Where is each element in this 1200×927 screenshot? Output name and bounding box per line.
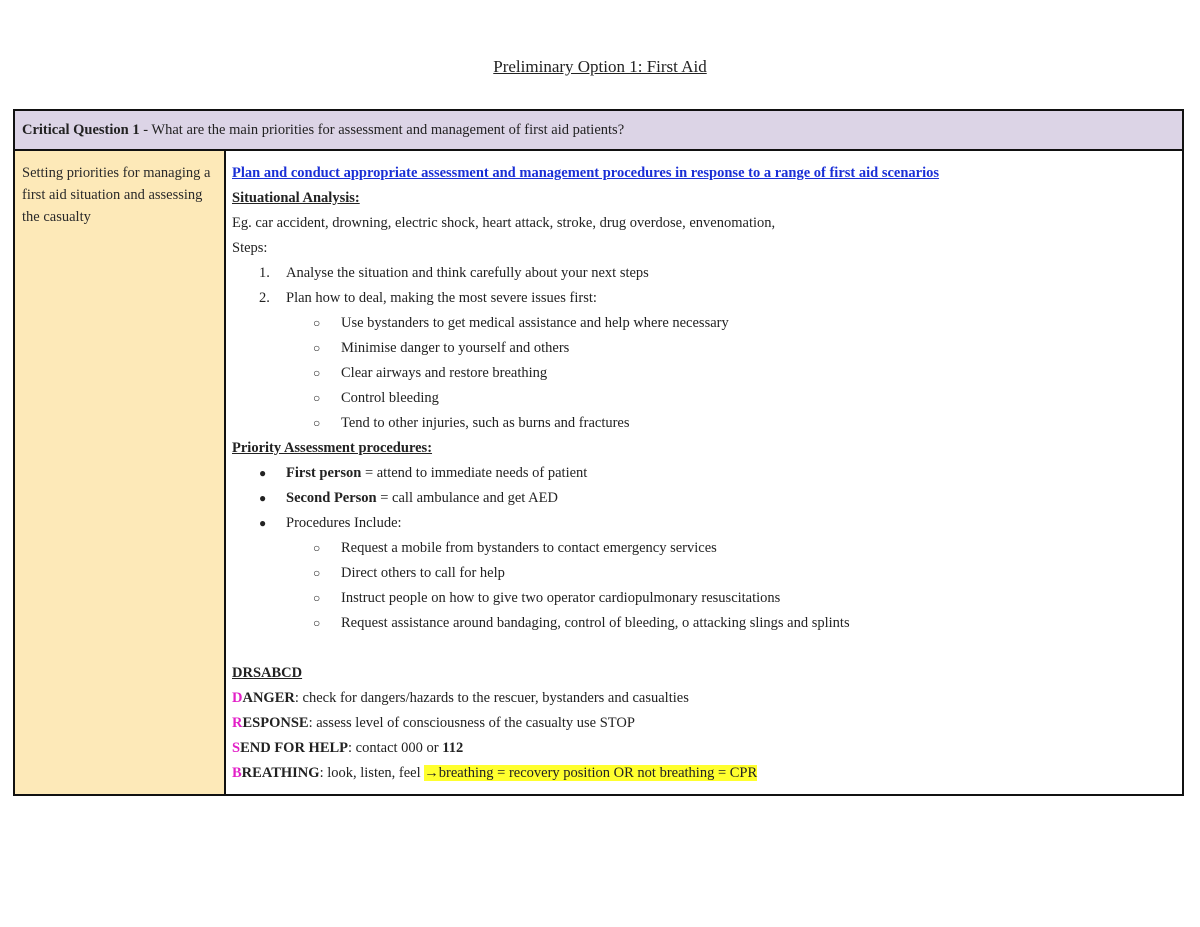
sub-list-item bbox=[232, 336, 1174, 361]
sub-list-item bbox=[232, 561, 1174, 586]
hollow-bullet-icon: ○ bbox=[313, 391, 321, 405]
drsabcd-heading: DRSABCD bbox=[232, 665, 303, 681]
sub-item-text: Use bystanders to get medical assistance and help where necessary bbox=[341, 315, 729, 331]
steps-label: Steps: bbox=[232, 240, 268, 256]
critical-question-row bbox=[15, 111, 1182, 151]
sub-item-text: Request assistance around bandaging, control of bleeding, o attacking slings and splints bbox=[341, 615, 850, 631]
sub-list-item bbox=[232, 586, 1174, 611]
sub-list-item bbox=[232, 311, 1174, 336]
content-cell bbox=[226, 151, 1182, 794]
sub-item-text: Control bleeding bbox=[341, 390, 439, 406]
filled-bullet-icon: ● bbox=[259, 491, 267, 505]
step-number: 1. bbox=[259, 265, 270, 281]
hollow-bullet-icon: ○ bbox=[313, 591, 321, 605]
topic-cell: Setting priorities for managing a first aid situation and assessing the casualty bbox=[15, 151, 226, 794]
sub-item-text: Minimise danger to yourself and others bbox=[341, 340, 570, 356]
content-table bbox=[13, 109, 1184, 796]
sub-list-item bbox=[232, 536, 1174, 561]
bullet-list-item bbox=[232, 511, 1174, 536]
step-description: : assess level of consciousness of the casualty use STOP bbox=[308, 715, 635, 731]
step-description: : contact 000 or bbox=[348, 740, 443, 756]
step-initial: B bbox=[232, 765, 242, 781]
question-text: - What are the main priorities for assessment and management of first aid patients? bbox=[139, 121, 625, 138]
sub-item-text: Tend to other injuries, such as burns and fractures bbox=[341, 415, 630, 431]
hollow-bullet-icon: ○ bbox=[313, 566, 321, 580]
step-number: 2. bbox=[259, 290, 270, 306]
sub-item-text: Request a mobile from bystanders to contact emergency services bbox=[341, 540, 717, 556]
hollow-bullet-icon: ○ bbox=[313, 341, 321, 355]
bullet-term: Second Person bbox=[286, 490, 377, 506]
drsabcd-step bbox=[232, 711, 1174, 736]
hollow-bullet-icon: ○ bbox=[313, 541, 321, 555]
filled-bullet-icon: ● bbox=[259, 516, 267, 530]
body-row bbox=[15, 151, 1182, 794]
drsabcd-step bbox=[232, 686, 1174, 711]
priority-heading: Priority Assessment procedures: bbox=[232, 440, 433, 456]
bullet-text: Procedures Include: bbox=[286, 515, 402, 531]
page-title: Preliminary Option 1: First Aid bbox=[493, 57, 707, 76]
step-initial: D bbox=[232, 690, 243, 706]
numbered-step bbox=[232, 286, 1174, 311]
step-text: Plan how to deal, making the most severe issues first: bbox=[286, 290, 597, 306]
drsabcd-step bbox=[232, 761, 1174, 786]
sub-list-item bbox=[232, 386, 1174, 411]
bullet-text: = attend to immediate needs of patient bbox=[361, 465, 588, 481]
bullet-list-item bbox=[232, 486, 1174, 511]
step-word: ANGER bbox=[242, 690, 295, 706]
step-word: REATHING bbox=[241, 765, 320, 781]
sub-item-text: Clear airways and restore breathing bbox=[341, 365, 548, 381]
hollow-bullet-icon: ○ bbox=[313, 616, 321, 630]
sub-list-item bbox=[232, 611, 1174, 636]
step-number-bold: 112 bbox=[442, 740, 464, 756]
step-text: Analyse the situation and think carefully about your next steps bbox=[286, 265, 649, 281]
bullet-list-item bbox=[232, 461, 1174, 486]
hollow-bullet-icon: ○ bbox=[313, 366, 321, 380]
highlighted-text: →breathing = recovery position OR not breathing = CPR bbox=[424, 765, 758, 781]
bullet-text: = call ambulance and get AED bbox=[376, 490, 558, 506]
step-description: : check for dangers/hazards to the rescuer, bystanders and casualties bbox=[294, 690, 689, 706]
examples-text: Eg. car accident, drowning, electric shock, heart attack, stroke, drug overdose, envenomation, bbox=[232, 215, 776, 231]
outcome-link[interactable]: Plan and conduct appropriate assessment and management procedures in response to a range of first aid scenarios bbox=[232, 165, 940, 181]
bullet-term: First person bbox=[286, 465, 362, 481]
step-initial: R bbox=[232, 715, 243, 731]
hollow-bullet-icon: ○ bbox=[313, 316, 321, 330]
numbered-step bbox=[232, 261, 1174, 286]
step-word: ESPONSE bbox=[242, 715, 309, 731]
hollow-bullet-icon: ○ bbox=[313, 416, 321, 430]
filled-bullet-icon: ● bbox=[259, 466, 267, 480]
step-initial: S bbox=[232, 740, 241, 756]
drsabcd-step bbox=[232, 736, 1174, 761]
sub-item-text: Direct others to call for help bbox=[341, 565, 505, 581]
step-description: : look, listen, feel bbox=[319, 765, 425, 781]
sub-list-item bbox=[232, 411, 1174, 436]
sub-item-text: Instruct people on how to give two operator cardiopulmonary resuscitations bbox=[341, 590, 781, 606]
situational-heading: Situational Analysis: bbox=[232, 190, 360, 206]
question-label: Critical Question 1 bbox=[22, 121, 140, 138]
step-word: END FOR HELP bbox=[240, 740, 349, 756]
sub-list-item bbox=[232, 361, 1174, 386]
